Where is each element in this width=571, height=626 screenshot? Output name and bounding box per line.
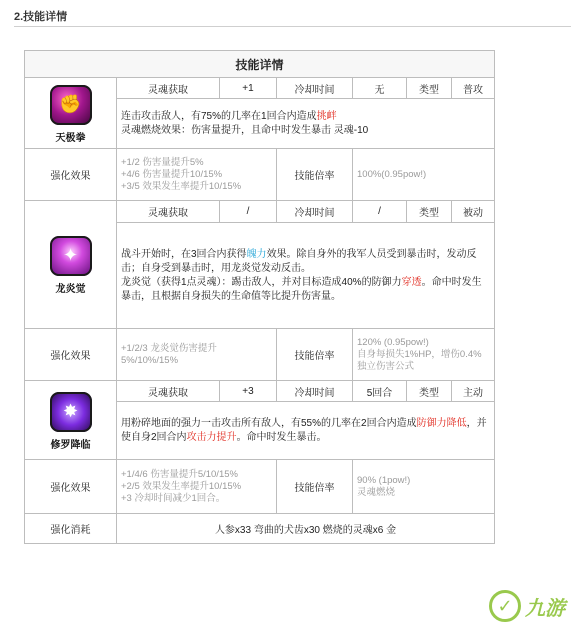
multiplier-item: 90% (1pow!) [357,474,411,486]
watermark-logo-icon: ✓ [489,590,521,622]
title-divider [14,26,571,27]
desc-text: 。命中时发生暴击，且根据自身损失的生命值等比提升伤害量。 [121,276,482,302]
multiplier-list [353,460,495,514]
enhance-list [117,460,277,514]
enhance-item: +3/5 效果发生率提升10/15% [121,180,242,192]
enhance-list [117,149,277,201]
desc-text: 灵魂燃烧效果：伤害量提升，且命中时发生暴击 灵魂-10 [121,124,369,136]
enhance-item: +4/6 伤害量提升10/15% [121,168,223,180]
desc-highlight: 挑衅 [316,110,337,122]
type-value: 主动 [452,381,495,402]
desc-highlight: 穿透 [401,276,422,288]
dragon-flame-skill-icon: ✦ [50,236,92,276]
enhance-item: +2/5 效果发生率提升10/15% [121,480,242,492]
enhance-list [117,329,277,381]
multiplier-label: 技能倍率 [277,329,353,381]
type-label: 类型 [407,78,452,99]
soul-gain-value: +1 [220,78,277,99]
soul-gain-label: 灵魂获取 [117,201,220,223]
enhance-item: +1/2 伤害量提升5% [121,156,204,168]
multiplier-item: 120% (0.95pow!) [357,336,429,348]
enhance-item: 5%/10%/15% [121,354,179,366]
cooldown-value: 无 [353,78,407,99]
soul-gain-label: 灵魂获取 [117,78,220,99]
soul-gain-value: / [220,201,277,223]
skill-description [117,223,495,329]
cooldown-label: 冷却时间 [277,381,353,402]
skill-name: 天极拳 [55,132,86,144]
type-value: 被动 [452,201,495,223]
site-watermark [489,590,565,622]
desc-text: 战斗开始时，在3回合内获得 [121,248,247,260]
skill-description [117,99,495,149]
enhance-item: +3 冷却时间减少1回合。 [121,492,226,504]
cooldown-label: 冷却时间 [277,201,353,223]
cooldown-label: 冷却时间 [277,78,353,99]
enhance-item: +1/4/6 伤害量提升5/10/15% [121,468,238,480]
desc-text: 用粉碎地面的强力一击攻击所有敌人，有55%的几率在2回合内造成 [121,417,417,429]
cooldown-value: / [353,201,407,223]
desc-text: 。命中时发生暴击。 [236,431,327,443]
multiplier-item: 独立伤害公式 [357,360,415,372]
desc-highlight: 防御力降低 [416,417,467,429]
multiplier-label: 技能倍率 [277,460,353,514]
consume-value: 人参x33 弯曲的犬齿x30 燃烧的灵魂x6 金 [117,514,495,544]
enhance-label: 强化效果 [25,149,117,201]
soul-gain-value: +3 [220,381,277,402]
enhance-label: 强化效果 [25,460,117,514]
type-label: 类型 [407,201,452,223]
enhance-label: 强化效果 [25,329,117,381]
desc-text: 龙炎觉（获得1点灵魂）：踢击敌人，并对目标造成40%的防御力 [121,276,402,288]
multiplier-label: 技能倍率 [277,149,353,201]
asura-descent-skill-icon: ✸ [50,392,92,432]
skill-table [24,50,495,544]
section-title: 2.技能详情 [14,11,68,23]
fist-skill-icon: ✊ [50,85,92,125]
watermark-text: 九游 [525,597,565,620]
multiplier-item: 灵魂燃烧 [357,486,396,498]
skill-icon-cell [25,78,117,149]
type-label: 类型 [407,381,452,402]
multiplier-value: 100%(0.95pow!) [353,149,495,201]
type-value: 普攻 [452,78,495,99]
skill-description [117,402,495,460]
multiplier-list [353,329,495,381]
desc-text: ，并使自身2回合内 [121,417,487,443]
skill-name: 龙炎觉 [55,284,86,295]
soul-gain-label: 灵魂获取 [117,381,220,402]
skill-name: 修罗降临 [50,439,91,451]
skill-icon-cell [25,201,117,329]
consume-label: 强化消耗 [25,514,117,544]
table-title: 技能详情 [25,51,495,78]
skill-icon-cell [25,381,117,460]
enhance-item: +1/2/3 龙炎觉伤害提升 [121,342,217,354]
cooldown-value: 5回合 [353,381,407,402]
desc-highlight: 攻击力提升 [186,431,237,443]
multiplier-item: 自身每损失1%HP，增伤0.4% [357,348,482,360]
desc-text: 效果。除自身外的我军人员受到暴击时，发动反击；自身受到暴击时，用龙炎觉发动反击。 [121,248,477,274]
desc-highlight: 魄力 [246,248,267,260]
desc-text: 连击攻击敌人，有75%的几率在1回合内造成 [121,110,317,122]
